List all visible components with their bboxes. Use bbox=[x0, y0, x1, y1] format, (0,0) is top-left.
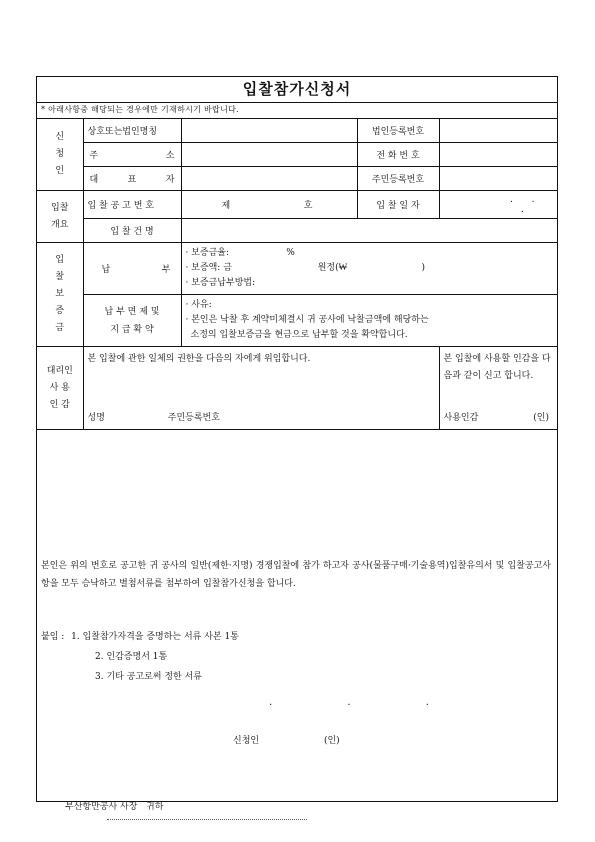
bid-date-label: 입 찰 일 자 bbox=[357, 191, 439, 219]
exemption-reason-line[interactable]: · 사유: bbox=[185, 300, 212, 310]
company-name-label: 상호또는법인명칭 bbox=[83, 119, 181, 143]
signature-line bbox=[233, 733, 340, 746]
applicant-category: 신 청 인 bbox=[37, 119, 83, 191]
attachment-item: 3. 기타 공고로써 정한 서류 bbox=[95, 672, 202, 682]
attachments bbox=[41, 627, 551, 687]
deposit-rate-line[interactable]: · 보증금율: % bbox=[185, 248, 295, 258]
overview-category: 입찰 개요 bbox=[37, 191, 83, 243]
exemption-details bbox=[181, 295, 557, 347]
resident-reg-number-field[interactable] bbox=[439, 167, 557, 191]
pledge-line-1: · 본인은 낙찰 후 계약미체결시 귀 공사에 낙찰금액에 해당하는 bbox=[185, 315, 429, 325]
phone-field[interactable] bbox=[439, 143, 557, 167]
applicant-seal-mark: (인) bbox=[323, 736, 340, 746]
form-title: 입찰참가신청서 bbox=[37, 77, 557, 103]
applicant-sign-label: 신청인 bbox=[233, 736, 260, 746]
seal-label: 사용인감 bbox=[443, 413, 479, 423]
address-field[interactable] bbox=[181, 143, 357, 167]
phone-label: 전 화 번 호 bbox=[357, 143, 439, 167]
pledge-line-2: 소정의 입찰보증금을 현금으로 납부할 것을 확약합니다. bbox=[190, 330, 408, 340]
seal-text: 본 입찰에 사용할 인감을 다음과 같이 신고 합니다. bbox=[443, 354, 551, 381]
exemption-label: 납 부 면 제 및 지 급 확 약 bbox=[83, 295, 181, 347]
form-note: * 아래사항중 해당되는 경우에만 기재하시기 바랍니다. bbox=[41, 105, 239, 114]
company-name-field[interactable] bbox=[181, 119, 357, 143]
address-label: 주 소 bbox=[83, 143, 181, 167]
deposit-method-line[interactable]: · 보증금납부방법: bbox=[185, 278, 256, 288]
addressee: 부산항만공사 사장 귀하 bbox=[65, 802, 164, 812]
attachment-item: 2. 인감증명서 1통 bbox=[95, 652, 168, 662]
payment-details bbox=[181, 243, 557, 295]
bid-date-field[interactable]: . . . bbox=[439, 191, 557, 219]
attachment-item: 1. 입찰참가자격을 증명하는 서류 사본 1통 bbox=[71, 632, 239, 642]
statement-paragraph: 본인은 위의 번호로 공고한 귀 공사의 일반(제한·지명) 경쟁입찰에 참가 하고자 공사(물품구매·기술용역)입찰유의서 및 입찰공고사항을 모두 승낙하고 별첨서류를 첨부하여 입찰참가신청을 합니다. bbox=[41, 561, 551, 589]
proxy-name-label: 성명 bbox=[87, 413, 105, 423]
application-form bbox=[36, 76, 558, 812]
dotted-divider bbox=[107, 819, 307, 820]
proxy-category: 대리인 사 용 인 감 bbox=[37, 347, 83, 430]
corp-reg-number-label: 법인등록번호 bbox=[357, 119, 439, 143]
application-date[interactable]: . . . bbox=[269, 697, 465, 708]
seal-mark: (인) bbox=[533, 413, 549, 423]
seal-cell bbox=[439, 347, 557, 430]
payment-label: 납 부 bbox=[83, 243, 181, 295]
bid-name-field[interactable] bbox=[181, 219, 557, 243]
corp-reg-number-field[interactable] bbox=[439, 119, 557, 143]
delegation-text: 본 입찰에 관한 일체의 권한을 다음의 자에게 위임합니다. bbox=[87, 354, 311, 364]
delegation-cell bbox=[83, 347, 439, 430]
proxy-resident-reg-label: 주민등록번호 bbox=[167, 413, 220, 423]
deposit-category: 입 찰 보 증 금 bbox=[37, 243, 83, 347]
resident-reg-number-label: 주민등록번호 bbox=[357, 167, 439, 191]
representative-label: 대 표 자 bbox=[83, 167, 181, 191]
form-table bbox=[37, 118, 557, 430]
bid-name-label: 입 찰 건 명 bbox=[83, 219, 181, 243]
deposit-amount-line[interactable]: · 보증액: 금 원정(₩ ) bbox=[185, 263, 426, 273]
attachments-label: 붙임 : bbox=[41, 632, 65, 642]
notice-number-field[interactable]: 제 호 bbox=[181, 191, 357, 219]
representative-field[interactable] bbox=[181, 167, 357, 191]
notice-number-label: 입 찰 공 고 번 호 bbox=[83, 191, 181, 219]
